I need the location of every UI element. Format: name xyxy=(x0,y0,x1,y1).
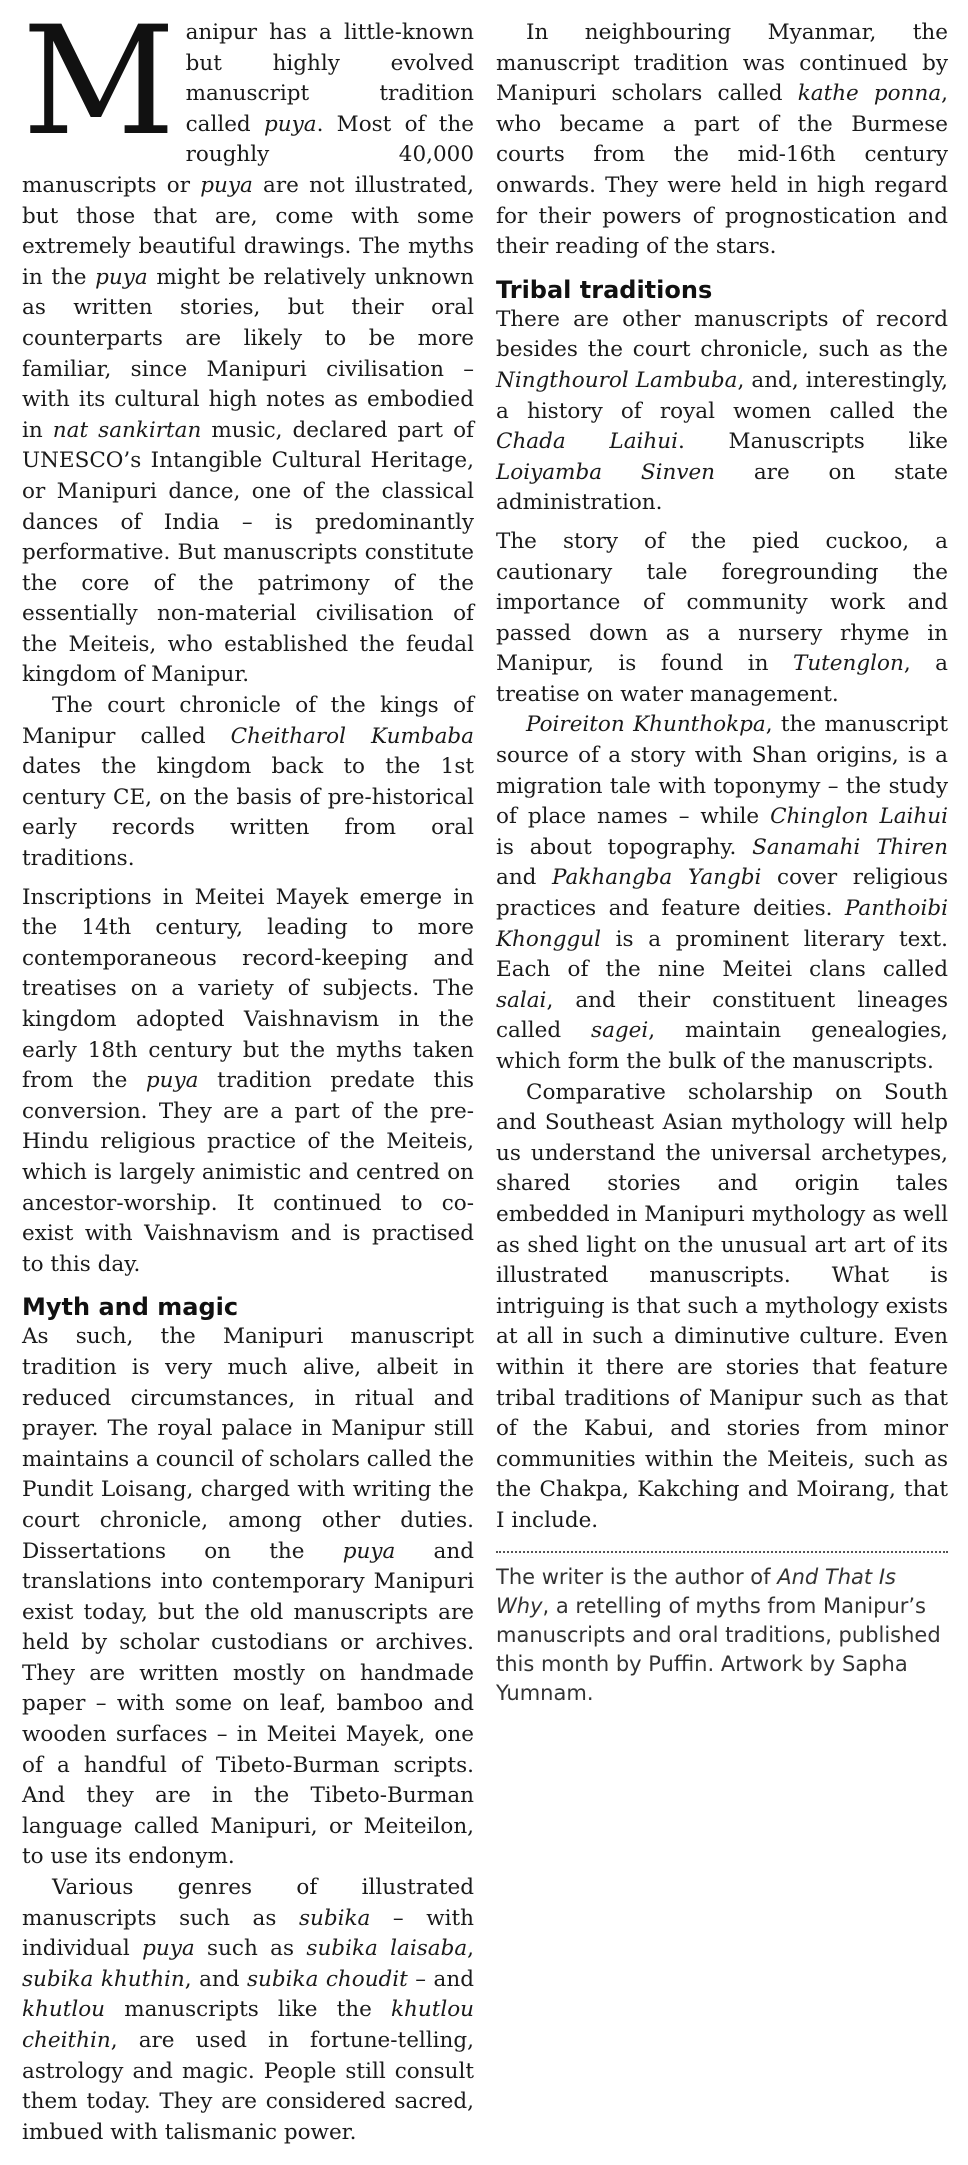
paragraph-pied-cuckoo: The story of the pied cuckoo, a cautionary tale foregrounding the importance of community work and passed down as a nursery rhyme in Manipur, is found in Tutenglon, a treatise on water management. xyxy=(496,528,948,707)
paragraph-other-manuscripts: There are other manuscripts of record besides the court chronicle, such as the Ningthourol Lambuba, and, interestingly, a history of royal women called the Chada Laihui. Manuscripts like Loiyamba Sinven are on state administration. xyxy=(496,306,948,516)
paragraph-comparative-scholarship: Comparative scholarship on South and Southeast Asian mythology will help us understand the universal archetypes, shared stories and origin tales embedded in Manipuri mythology as well as shed light on the unusual art art of its illustrated manuscripts. What is intriguing is that such a mythology exists at all in such a diminutive culture. Even within it there are stories that feature tribal traditions of Manipur such as that of the Kabui, and stories from minor communities within the Meiteis, such as the Chakpa, Kakching and Moirang, that I include. xyxy=(496,1079,948,1533)
paragraph-tradition-alive: As such, the Manipuri manuscript tradition is very much alive, albeit in reduced circumstances, in ritual and prayer. The royal palace in Manipur still maintains a council of scholars called the Pundit Loisang, charged with writing the court chronicle, among other duties. Dissertations on the puya and translations into contemporary Manipuri exist today, but the old manuscripts are held by scholar custodians or archives. They are written mostly on handmade paper – with some on leaf, bamboo and wooden surfaces – in Meitei Mayek, one of a handful of Tibeto-Burman scripts. And they are in the Tibeto-Burman language called Manipuri, or Meiteilon, to use its endonym. xyxy=(22,1324,474,1870)
paragraph-genres: Various genres of illustrated manuscripts such as subika – with individual puya such as subika laisaba, subika khuthin, and subika choudit – and khutlou manuscripts like the khutlou cheithin, are used in fortune-telling, astrology and magic. People still consult them today. They are considered sacred, imbued with talismanic power. xyxy=(22,1875,475,2145)
paragraph-myanmar: In neighbouring Myanmar, the manuscript tradition was continued by Manipuri scholars called kathe ponna, who became a part of the Burmese courts from the mid-16th century onwards. They were held in high regard for their powers of prognostication and their reading of the stars. xyxy=(496,20,948,260)
dropcap-letter: M xyxy=(22,0,176,169)
author-credit: The writer is the author of And That Is Why, a retelling of myths from Manipur’s manuscripts and oral traditions, published this month by Puffin. Artwork by Sapha Yumnam. xyxy=(496,1564,941,1705)
subheading-myth-and-magic: Myth and magic xyxy=(22,1293,239,1322)
paragraph-inscriptions: Inscriptions in Meitei Mayek emerge in the 14th century, leading to more contemporaneous record-keeping and treatises on a variety of subjects. The kingdom adopted Vaishnavism in the early 18th century but the myths taken from the puya tradition predate this conversion. They are a part of the pre-Hindu religious practice of the Meiteis, which is largely animistic and centred on ancestor-worship. It continued to co-exist with Vaishnavism and is practised to this day. xyxy=(22,884,474,1277)
dotted-divider xyxy=(496,1551,948,1553)
paragraph-intro: Manipur has a little-known but highly evolved manuscript tradition called puya. Most of the roughly 40,000 manuscripts or puya are not illustrated, but those that are, come with some extremely beautiful drawings. The myths in the puya might be relatively unknown as written stories, but their oral counterparts are likely to be more familiar, since Manipuri civilisation – with its cultural high notes as embodied in nat sankirtan music, declared part of UNESCO’s Intangible Cultural Heritage, or Manipuri dance, one of the classical dances of India – is predominantly performative. But manuscripts constitute the core of the patrimony of the essentially non-material civilisation of the Meiteis, who established the feudal kingdom of Manipur. xyxy=(22,0,475,688)
paragraph-court-chronicle: The court chronicle of the kings of Manipur called Cheitharol Kumbaba dates the kingdom back to the 1st century CE, on the basis of pre-historical early records written from oral traditions. xyxy=(22,693,474,872)
subheading-tribal-traditions: Tribal traditions xyxy=(496,275,713,304)
right-column xyxy=(496,18,948,1708)
left-column xyxy=(22,0,475,2148)
paragraph-poireiton: Poireiton Khunthokpa, the manuscript source of a story with Shan origins, is a migration tale with toponymy – the study of place names – while Chinglon Laihui is about topography. Sanamahi Thiren and Pakhangba Yangbi cover religious practices and feature deities. Panthoibi Khonggul is a prominent literary text. Each of the nine Meitei clans called salai, and their constituent lineages called sagei, maintain genealogies, which form the bulk of the manuscripts. xyxy=(496,712,949,1074)
